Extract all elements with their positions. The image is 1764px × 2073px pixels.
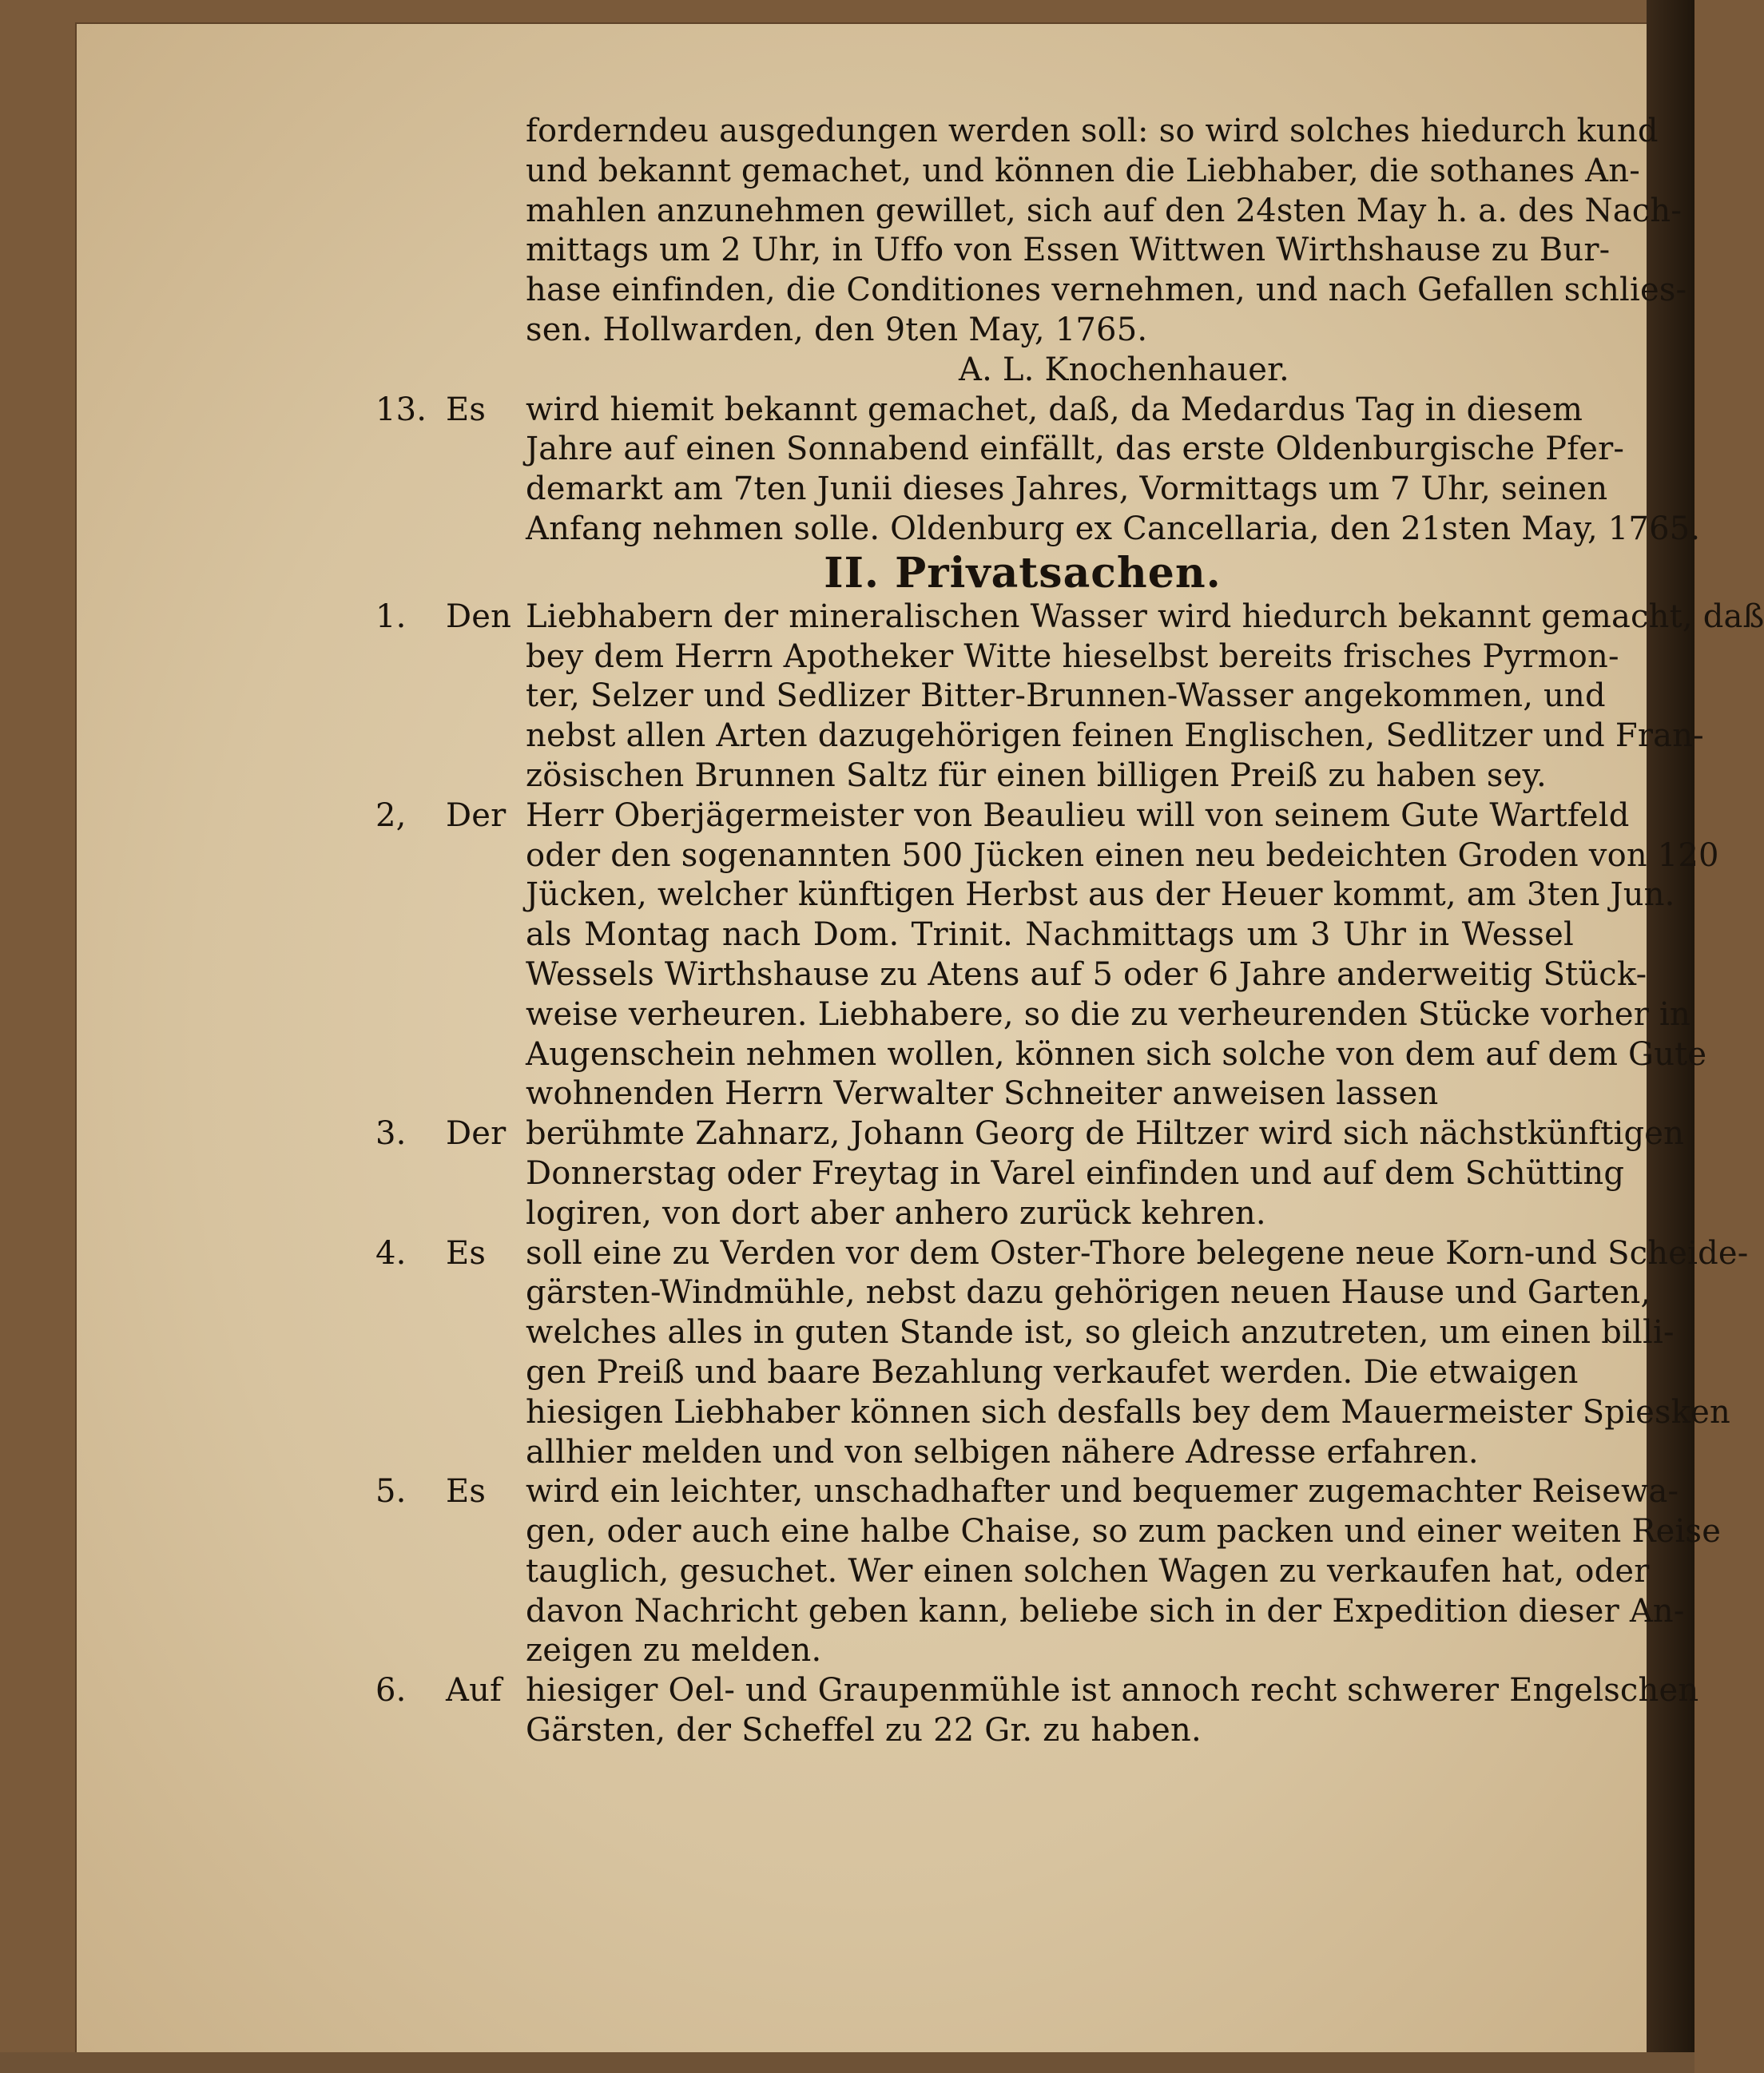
text-line: soll eine zu Verden vor dem Oster-Thore belegene neue Korn-und Scheide- xyxy=(526,1234,1749,1272)
notice-1 xyxy=(375,598,1764,796)
text-line: als Montag nach Dom. Trinit. Nachmittags um 3 Uhr in Wessel xyxy=(526,916,1574,954)
text-line: forderndeu ausgedungen werden soll: so wird solches hiedurch kund xyxy=(526,113,1659,149)
notice-lead-word: Den xyxy=(446,598,512,635)
notice-lead-word: Auf xyxy=(446,1672,503,1710)
text-line: gärsten-Windmühle, nebst dazu gehörigen neuen Hause und Garten, xyxy=(526,1274,1651,1312)
notice-13 xyxy=(375,391,1701,550)
text-line: welches alles in guten Stande ist, so gleich anzutreten, um einen billi- xyxy=(526,1314,1675,1352)
text-line: gen Preiß und baare Bezahlung verkaufet werden. Die etwaigen xyxy=(526,1353,1579,1391)
text-line: Wessels Wirthshause zu Atens auf 5 oder 6 Jahre anderweitig Stück- xyxy=(526,955,1647,993)
text-line: Liebhabern der mineralischen Wasser wird hiedurch bekannt gemacht, daß xyxy=(526,598,1764,635)
notice-2 xyxy=(375,796,1719,1114)
notice-number: 13. xyxy=(375,391,427,428)
text-line: logiren, von dort aber anhero zurück kehren. xyxy=(526,1194,1266,1232)
text-line: berühmte Zahnarz, Johann Georg de Hiltzer wird sich nächstkünftigen xyxy=(526,1115,1685,1153)
text-line: Gärsten, der Scheffel zu 22 Gr. zu haben. xyxy=(526,1712,1202,1749)
notice-6 xyxy=(375,1671,1699,1751)
text-line: Herr Oberjägermeister von Beaulieu will von seinem Gute Wartfeld xyxy=(526,796,1630,834)
text-line: zeigen zu melden. xyxy=(526,1632,822,1670)
text-line: zösischen Brunnen Saltz für einen billigen Preiß zu haben sey. xyxy=(526,757,1547,794)
text-line: Jücken, welcher künftigen Herbst aus der Heuer kommt, am 3ten Jun. xyxy=(526,876,1675,914)
signature: A. L. Knochenhauer. xyxy=(959,351,1289,388)
text-line: tauglich, gesuchet. Wer einen solchen Wagen zu verkaufen hat, oder xyxy=(526,1552,1650,1590)
section-heading: II. Privatsachen. xyxy=(824,548,1222,598)
notice-3 xyxy=(375,1114,1685,1233)
text-line: Augenschein nehmen wollen, können sich solche von dem auf dem Gute xyxy=(526,1035,1707,1073)
notice-lead-word: Es xyxy=(446,391,487,428)
text-line: wird ein leichter, unschadhafter und bequemer zugemachter Reisewa- xyxy=(526,1473,1679,1511)
notice-number: 4. xyxy=(375,1234,407,1272)
notice-lead-word: Es xyxy=(446,1473,487,1511)
text-line: davon Nachricht geben kann, beliebe sich in der Expedition dieser An- xyxy=(526,1592,1685,1630)
notice-number: 3. xyxy=(375,1115,407,1153)
text-line: bey dem Herrn Apotheker Witte hieselbst bereits frisches Pyrmon- xyxy=(526,637,1619,675)
text-line: weise verheuren. Liebhabere, so die zu verheurenden Stücke vorher in xyxy=(526,995,1690,1033)
text-line: demarkt am 7ten Junii dieses Jahres, Vormittags um 7 Uhr, seinen xyxy=(526,471,1608,508)
text-line: ter, Selzer und Sedlizer Bitter-Brunnen-Wasser angekommen, und xyxy=(526,677,1606,715)
text-line: Jahre auf einen Sonnabend einfällt, das erste Oldenburgische Pfer- xyxy=(526,431,1625,468)
continuation-notice xyxy=(375,112,1687,391)
text-line: hase einfinden, die Conditiones vernehmen, und nach Gefallen schlies- xyxy=(526,272,1687,309)
text-line: gen, oder auch eine halbe Chaise, so zum packen und einer weiten Reise xyxy=(526,1513,1722,1551)
text-line: mittags um 2 Uhr, in Uffo von Essen Wittwen Wirthshause zu Bur- xyxy=(526,232,1611,269)
text-line: Anfang nehmen solle. Oldenburg ex Cancellaria, den 21sten May, 1765. xyxy=(526,510,1701,547)
text-line: mahlen anzunehmen gewillet, sich auf den 24sten May h. a. des Nach- xyxy=(526,192,1683,229)
page-text xyxy=(375,112,1764,1751)
text-line: wird hiemit bekannt gemachet, daß, da Medardus Tag in diesem xyxy=(526,391,1583,428)
book-bottom-edge xyxy=(0,2052,1694,2073)
text-line: wohnenden Herrn Verwalter Schneiter anweisen lassen xyxy=(526,1075,1439,1113)
text-line: allhier melden und von selbigen nähere Adresse erfahren. xyxy=(526,1433,1479,1471)
notice-5 xyxy=(375,1472,1722,1671)
notice-lead-word: Der xyxy=(446,796,507,834)
notice-number: 1. xyxy=(375,598,407,635)
text-line: hiesiger Oel- und Graupenmühle ist annoch recht schwerer Engelschen xyxy=(526,1672,1699,1710)
text-line: nebst allen Arten dazugehörigen feinen Englischen, Sedlitzer und Fran- xyxy=(526,717,1704,755)
text-line: und bekannt gemachet, und können die Liebhaber, die sothanes An- xyxy=(526,152,1640,189)
text-line: Donnerstag oder Freytag in Varel einfinden und auf dem Schütting xyxy=(526,1154,1625,1192)
notice-number: 6. xyxy=(375,1672,407,1710)
notice-number: 2, xyxy=(375,796,407,834)
notice-number: 5. xyxy=(375,1473,407,1511)
text-line: sen. Hollwarden, den 9ten May, 1765. xyxy=(526,311,1148,348)
text-line: hiesigen Liebhaber können sich desfalls bey dem Mauermeister Spiesken xyxy=(526,1393,1730,1431)
notice-lead-word: Es xyxy=(446,1234,487,1272)
notice-lead-word: Der xyxy=(446,1115,507,1153)
text-line: oder den sogenannten 500 Jücken einen neu bedeichten Groden von 120 xyxy=(526,836,1719,874)
notice-4 xyxy=(375,1234,1749,1473)
